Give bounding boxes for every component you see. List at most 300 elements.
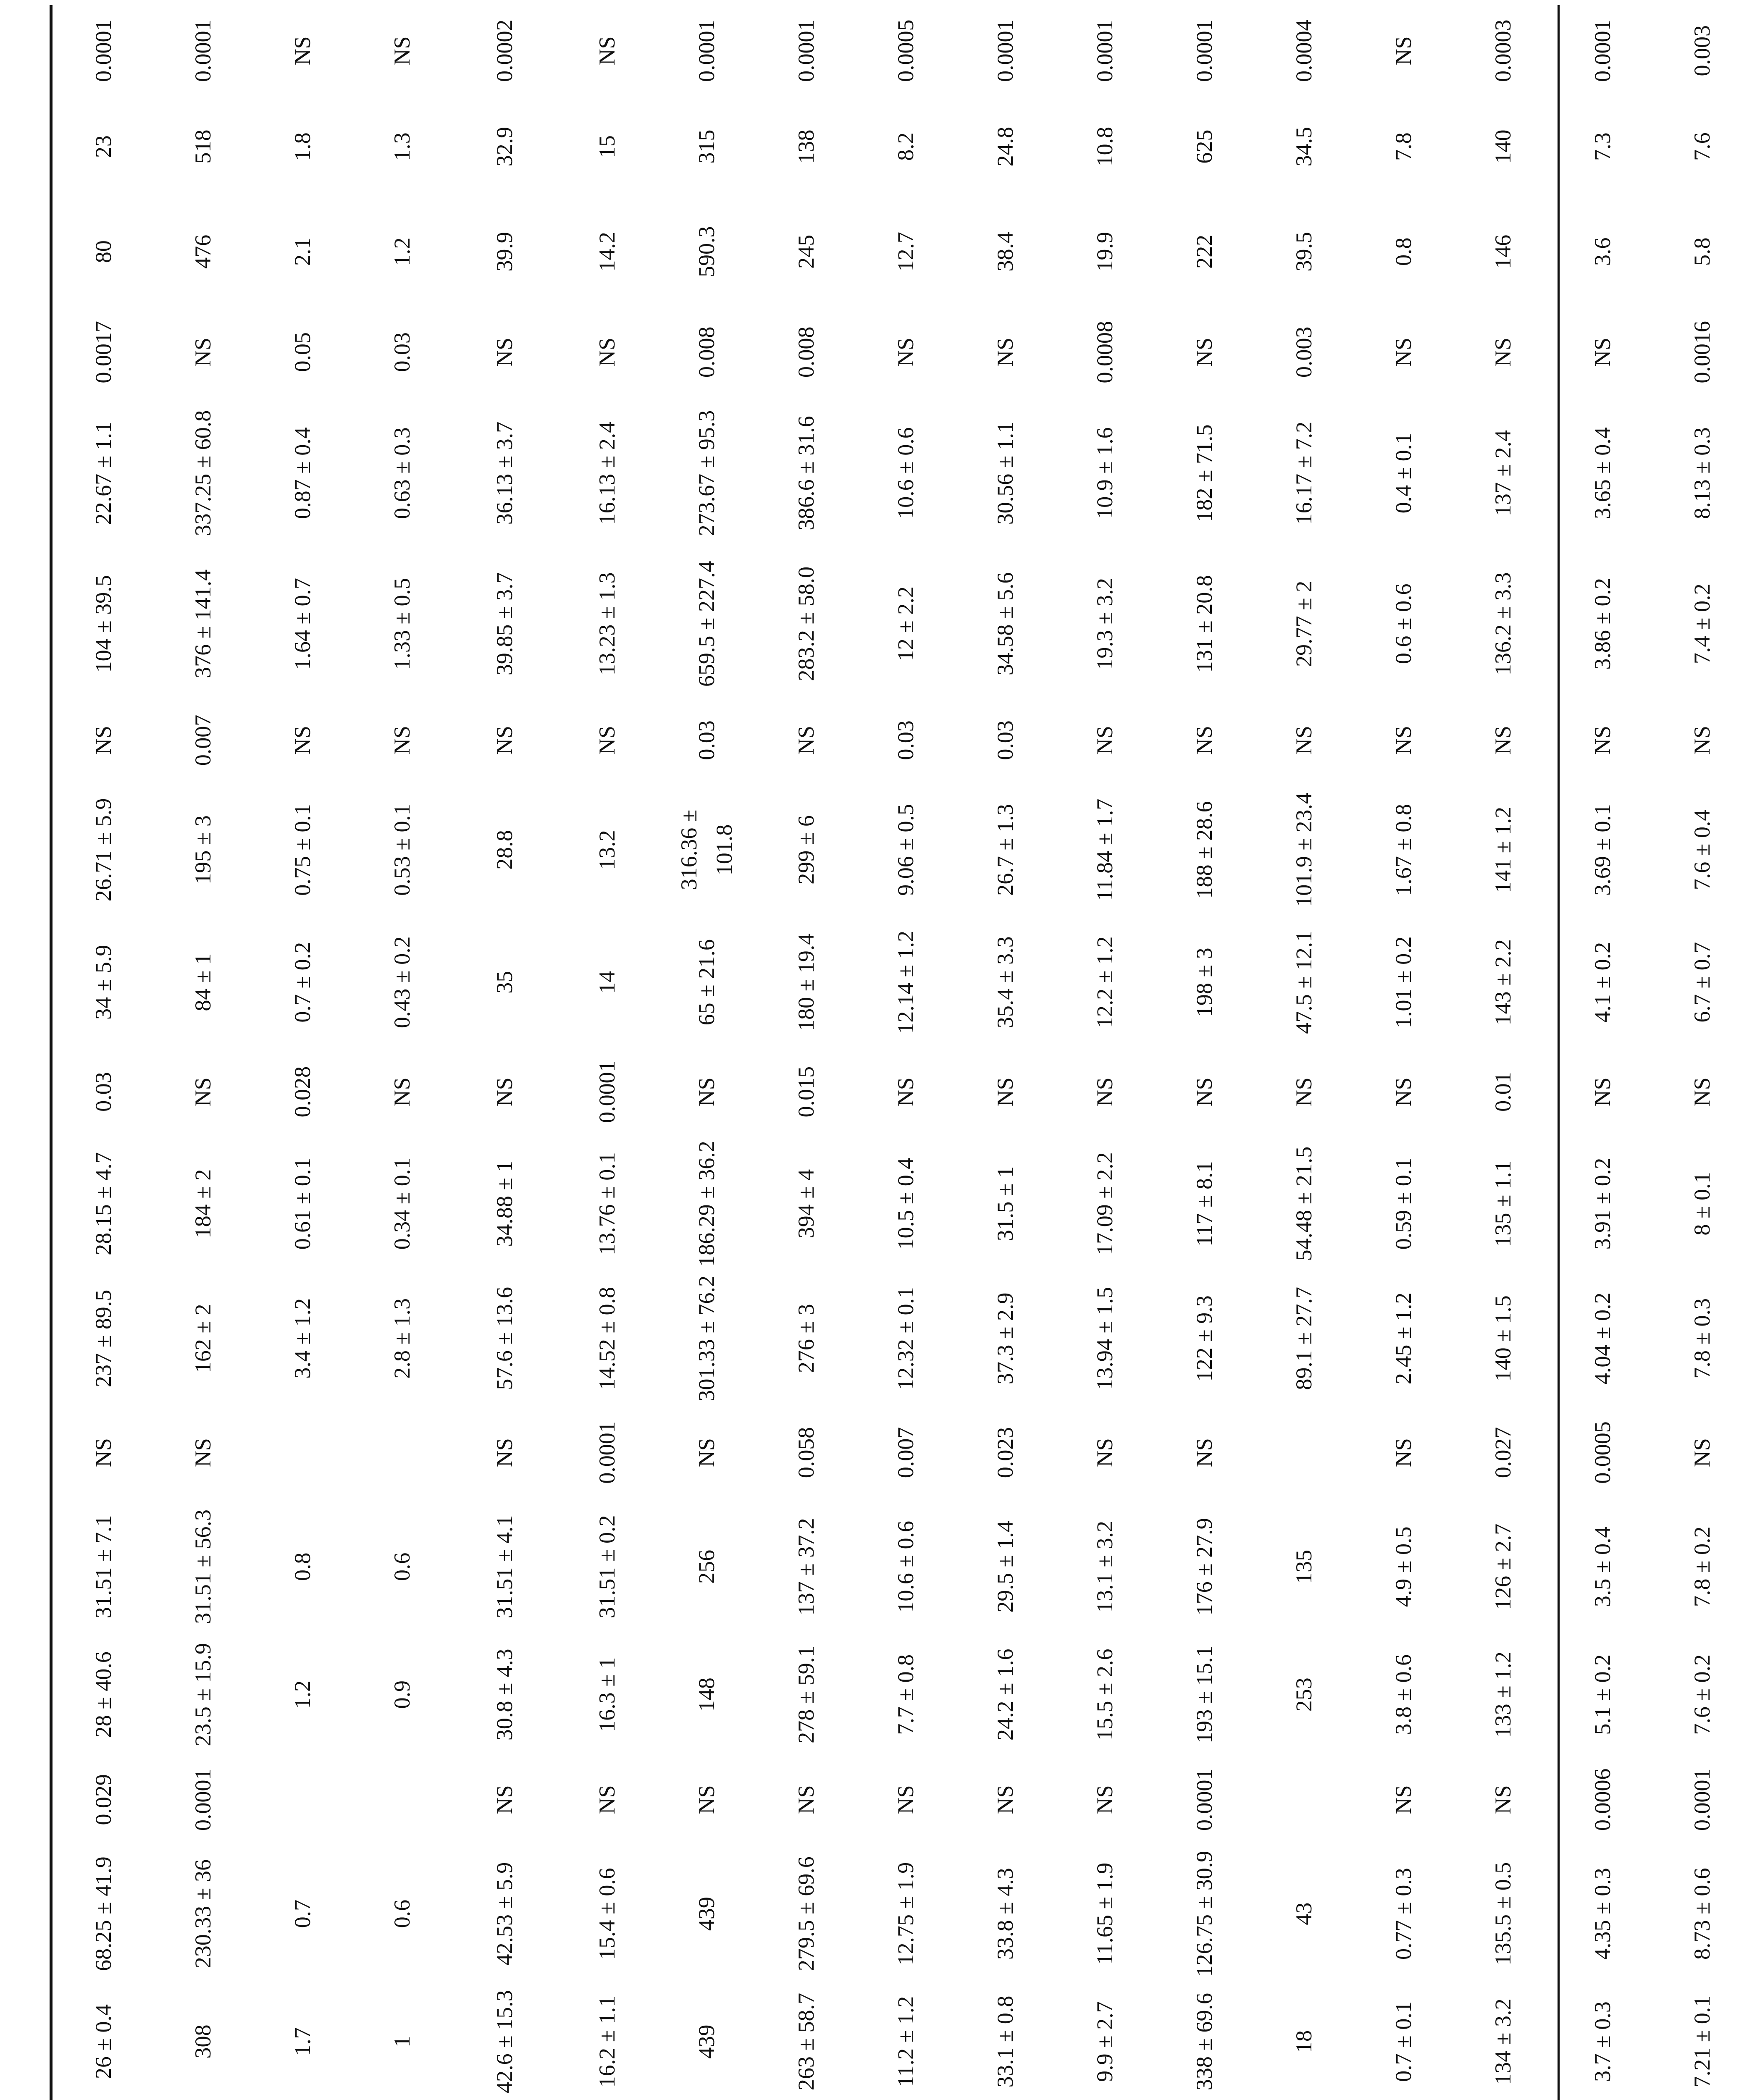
table-cell: 7.7 ± 0.8 xyxy=(893,1654,918,1735)
table-cell: 1 xyxy=(389,2036,415,2048)
table-cell: 11.65 ± 1.9 xyxy=(1092,1862,1117,1965)
table-cell: 28.8 xyxy=(491,830,517,870)
table-cell: 0.0001 xyxy=(1191,19,1217,82)
table-cell: 0.0001 xyxy=(190,1768,215,1831)
table-cell: NS xyxy=(491,337,517,367)
table-cell: 12.32 ± 0.1 xyxy=(893,1286,918,1390)
table-cell: NS xyxy=(1490,1785,1516,1814)
table-cell: 29.77 ± 2 xyxy=(1291,580,1316,667)
table-cell: 0.03 xyxy=(389,332,415,372)
table-cell: 33.1 ± 0.8 xyxy=(992,1995,1018,2088)
table-cell: 0.0005 xyxy=(1589,1421,1615,1484)
table-cell: NS xyxy=(1092,1077,1117,1107)
table-cell: 26.7 ± 1.3 xyxy=(992,804,1018,896)
table-cell: 376 ± 141.4 xyxy=(190,569,215,678)
table-cell: NS xyxy=(190,337,215,367)
table-cell: NS xyxy=(1689,726,1715,755)
table-cell: 2.45 ± 1.2 xyxy=(1390,1292,1416,1385)
table-cell: 140 ± 1.5 xyxy=(1490,1295,1516,1382)
table-cell: 42.53 ± 5.9 xyxy=(491,1862,517,1966)
table-cell: 0.0001 xyxy=(1191,1768,1217,1831)
table-cell: 35.4 ± 3.3 xyxy=(992,936,1018,1029)
table-cell: 10.6 ± 0.6 xyxy=(893,427,918,519)
table-cell: 0.8 xyxy=(289,1552,315,1581)
table-cell: 122 ± 9.3 xyxy=(1191,1295,1217,1382)
table-cell: 16.3 ± 1 xyxy=(594,1657,620,1732)
table-cell: 0.4 ± 0.1 xyxy=(1390,433,1416,514)
table-cell: 101.9 ± 23.4 xyxy=(1291,793,1316,907)
table-cell: 386.6 ± 31.6 xyxy=(793,416,819,530)
table-cell: 18 xyxy=(1291,2030,1316,2053)
table-cell: 0.7 ± 0.1 xyxy=(1390,2001,1416,2082)
table-cell: NS xyxy=(893,1077,918,1107)
table-cell: 28.15 ± 4.7 xyxy=(90,1152,116,1255)
table-cell: 131 ± 20.8 xyxy=(1191,575,1217,673)
table-cell: NS xyxy=(190,1077,215,1107)
table-cell: 338 ± 69.6 xyxy=(1191,1992,1217,2091)
table-cell: 0.03 xyxy=(90,1072,116,1112)
table-cell: 26 ± 0.4 xyxy=(90,2004,116,2079)
table-cell: 237 ± 89.5 xyxy=(90,1289,116,1387)
table-row xyxy=(352,5,452,2100)
table-cell: NS xyxy=(1689,1438,1715,1467)
table-cell: 439 xyxy=(693,2024,719,2059)
table-cell: 195 ± 3 xyxy=(190,815,215,885)
table-cell: 0.027 xyxy=(1490,1427,1516,1478)
table-cell: 4.1 ± 0.2 xyxy=(1589,942,1615,1023)
table-cell: NS xyxy=(190,1438,215,1467)
table-cell: 84 ± 1 xyxy=(190,953,215,1011)
table-cell: 26.71 ± 5.9 xyxy=(90,798,116,902)
table-cell: 1.33 ± 0.5 xyxy=(389,578,415,670)
table-cell: 148 xyxy=(693,1677,719,1712)
table-cell: 0.8 xyxy=(1390,237,1416,266)
table-cell: NS xyxy=(1291,1077,1316,1107)
table-cell: 104 ± 39.5 xyxy=(90,575,116,673)
table-cell: NS xyxy=(1191,1077,1217,1107)
table-cell: 7.6 ± 0.2 xyxy=(1689,1654,1715,1735)
table-cell: 0.058 xyxy=(793,1427,819,1478)
table-cell: 13.2 xyxy=(594,830,620,870)
table-cell: 0.0001 xyxy=(1092,19,1117,82)
table-cell: 0.6 xyxy=(389,1899,415,1928)
table-cell: 245 xyxy=(793,234,819,269)
table-cell: 0.6 xyxy=(389,1552,415,1581)
table-cell: NS xyxy=(389,726,415,755)
table-cell: 273.67 ± 95.3 xyxy=(693,410,719,536)
table-cell: 4.04 ± 0.2 xyxy=(1589,1292,1615,1385)
table-cell: NS xyxy=(1092,726,1117,755)
table-cell: NS xyxy=(1390,36,1416,66)
table-cell: 0.34 ± 0.1 xyxy=(389,1158,415,1250)
table-cell: 0.008 xyxy=(693,326,719,378)
table-cell: 30.56 ± 1.1 xyxy=(992,421,1018,525)
table-cell: 0.0003 xyxy=(1490,19,1516,82)
table-cell: 133 ± 1.2 xyxy=(1490,1651,1516,1738)
table-cell: 138 xyxy=(793,129,819,164)
table-cell: 316.36 ± 101.8 xyxy=(676,809,737,890)
table-row xyxy=(1055,5,1155,2100)
table-cell: 263 ± 58.7 xyxy=(793,1992,819,2091)
table-cell: NS xyxy=(491,1438,517,1467)
table-row xyxy=(1155,5,1254,2100)
table-cell: 11.2 ± 1.2 xyxy=(893,1996,918,2087)
table-cell: 0.0001 xyxy=(793,19,819,82)
table-cell: 126 ± 2.7 xyxy=(1490,1523,1516,1610)
table-cell: 14 xyxy=(594,971,620,994)
table-cell: NS xyxy=(289,726,315,755)
table-cell: 31.51 ± 0.2 xyxy=(594,1515,620,1619)
table-row xyxy=(1553,5,1652,2100)
table-row xyxy=(253,5,352,2100)
table-cell: 14.2 xyxy=(594,231,620,272)
table-cell: 3.86 ± 0.2 xyxy=(1589,578,1615,670)
table-cell: 16.2 ± 1.1 xyxy=(594,1995,620,2088)
table-cell: 0.43 ± 0.2 xyxy=(389,936,415,1029)
table-cell: NS xyxy=(289,36,315,66)
table-cell: 54.48 ± 21.5 xyxy=(1291,1146,1316,1261)
table-cell: 31.51 ± 4.1 xyxy=(491,1515,517,1619)
table-cell: 2.1 xyxy=(289,237,315,266)
table-cell: 34.5 xyxy=(1291,126,1316,167)
table-cell: 0.61 ± 0.1 xyxy=(289,1158,315,1250)
table-cell: 16.17 ± 7.2 xyxy=(1291,421,1316,525)
table-cell: 276 ± 3 xyxy=(793,1304,819,1373)
table-cell: 9.06 ± 0.5 xyxy=(893,804,918,896)
table-cell: 0.0006 xyxy=(1589,1768,1615,1831)
table-cell: 188 ± 28.6 xyxy=(1191,801,1217,899)
table-cell: NS xyxy=(389,1077,415,1107)
table-cell: 394 ± 4 xyxy=(793,1169,819,1239)
table-cell: 0.003 xyxy=(1291,326,1316,378)
table-cell: 180 ± 19.4 xyxy=(793,933,819,1031)
table-cell: 31.51 ± 56.3 xyxy=(190,1509,215,1624)
table-cell: 6.7 ± 0.7 xyxy=(1689,942,1715,1023)
table-cell: 24.8 xyxy=(992,126,1018,167)
table-row xyxy=(1652,5,1752,2100)
table-cell: 23.5 ± 15.9 xyxy=(190,1643,215,1746)
table-cell: 8.73 ± 0.6 xyxy=(1689,1868,1715,1960)
table-cell: 3.65 ± 0.4 xyxy=(1589,427,1615,519)
table-cell: 0.0002 xyxy=(491,19,517,82)
table-cell: 0.03 xyxy=(992,720,1018,760)
table-cell: NS xyxy=(1589,726,1615,755)
table-cell: 0.0001 xyxy=(693,19,719,82)
table-cell: 0.023 xyxy=(992,1427,1018,1478)
table-row xyxy=(1453,5,1553,2100)
table-cell: 7.6 ± 0.4 xyxy=(1689,809,1715,890)
table-cell: 135 xyxy=(1291,1549,1316,1584)
table-cell: 37.3 ± 2.9 xyxy=(992,1292,1018,1385)
table-cell: 117 ± 8.1 xyxy=(1191,1161,1217,1247)
table-cell: 22.67 ± 1.1 xyxy=(90,421,116,525)
table-row xyxy=(657,5,756,2100)
table-cell xyxy=(253,1754,352,1845)
table-cell: 16.13 ± 2.4 xyxy=(594,421,620,525)
table-cell: NS xyxy=(594,1785,620,1814)
table-cell: 19.3 ± 3.2 xyxy=(1092,578,1117,670)
table-cell: 57.6 ± 13.6 xyxy=(491,1286,517,1390)
table-cell: NS xyxy=(1291,726,1316,755)
table-cell: 7.3 xyxy=(1589,132,1615,161)
table-cell: 659.5 ± 227.4 xyxy=(693,561,719,687)
table-row xyxy=(856,5,956,2100)
table-cell: 141 ± 1.2 xyxy=(1490,806,1516,893)
table-cell: 11.84 ± 1.7 xyxy=(1092,798,1117,901)
table-cell: 5.8 xyxy=(1689,237,1715,266)
table-cell: 590.3 xyxy=(693,226,719,277)
table-cell: 15 xyxy=(594,135,620,158)
table-cell: 3.4 ± 1.2 xyxy=(289,1298,315,1379)
table-cell: 0.015 xyxy=(793,1066,819,1118)
table-cell: 23 xyxy=(90,135,116,158)
table-cell: 47.5 ± 12.1 xyxy=(1291,930,1316,1034)
table-cell: 17.09 ± 2.2 xyxy=(1092,1152,1117,1255)
table-cell: 134 ± 3.2 xyxy=(1490,1998,1516,2085)
table-cell: 0.0001 xyxy=(992,19,1018,82)
table-cell: 12.7 xyxy=(893,231,918,272)
table-cell: 32.9 xyxy=(491,126,517,167)
table-cell: 35 xyxy=(491,971,517,994)
table-cell: 0.0005 xyxy=(893,19,918,82)
table-cell: 3.6 xyxy=(1589,237,1615,266)
table-cell: 15.4 ± 0.6 xyxy=(594,1868,620,1960)
table-cell: 625 xyxy=(1191,129,1217,164)
table-cell: 34 ± 5.9 xyxy=(90,945,116,1020)
table-cell: 28 ± 40.6 xyxy=(90,1651,116,1738)
table-cell: 0.0001 xyxy=(90,19,116,82)
table-cell: 9.9 ± 2.7 xyxy=(1092,2001,1117,2082)
table-row xyxy=(956,5,1055,2100)
table-cell: 0.0001 xyxy=(190,19,215,82)
table-cell: 7.6 xyxy=(1689,132,1715,161)
table-cell: NS xyxy=(793,1785,819,1814)
table-cell xyxy=(352,1407,452,1498)
table-cell: 13.94 ± 1.5 xyxy=(1092,1286,1117,1390)
table-cell: 31.51 ± 7.1 xyxy=(90,1515,116,1619)
table-cell: NS xyxy=(992,1785,1018,1814)
table-cell: 7.8 ± 0.2 xyxy=(1689,1526,1715,1607)
table-cell: 143 ± 2.2 xyxy=(1490,939,1516,1026)
table-cell: 33.8 ± 4.3 xyxy=(992,1868,1018,1960)
table-row xyxy=(1354,5,1453,2100)
table-cell: 3.5 ± 0.4 xyxy=(1589,1526,1615,1607)
table-cell: 146 xyxy=(1490,234,1516,269)
table-cell: 0.0008 xyxy=(1092,321,1117,383)
table-cell: 34.88 ± 1 xyxy=(491,1160,517,1247)
table-cell xyxy=(1254,1754,1354,1845)
table-cell: 10.5 ± 0.4 xyxy=(893,1158,918,1250)
table-cell: 256 xyxy=(693,1549,719,1584)
table-cell: 65 ± 21.6 xyxy=(693,939,719,1026)
table-cell: 0.0001 xyxy=(594,1421,620,1484)
table-cell: 439 xyxy=(693,1897,719,1931)
table-cell: 301.33 ± 76.2 xyxy=(693,1275,719,1402)
table-cell: 0.53 ± 0.1 xyxy=(389,804,415,896)
table-cell: 29.5 ± 1.4 xyxy=(992,1521,1018,1613)
table-cell: NS xyxy=(693,1785,719,1814)
table-cell: NS xyxy=(1490,337,1516,367)
table-cell: 0.01 xyxy=(1490,1072,1516,1112)
table-cell: 1.2 xyxy=(389,237,415,266)
table-cell: 137 ± 37.2 xyxy=(793,1518,819,1616)
table-cell: 0.87 ± 0.4 xyxy=(289,427,315,519)
table-cell xyxy=(352,1754,452,1845)
table-cell: 193 ± 15.1 xyxy=(1191,1646,1217,1743)
table-cell: 39.5 xyxy=(1291,231,1316,272)
table-cell: 136.2 ± 3.3 xyxy=(1490,572,1516,676)
table-cell: 135.5 ± 0.5 xyxy=(1490,1862,1516,1966)
table-cell: 12.2 ± 1.2 xyxy=(1092,936,1117,1029)
table-row xyxy=(452,5,557,2100)
table-cell: 43 xyxy=(1291,1902,1316,1925)
table-cell: 1.8 xyxy=(289,132,315,161)
table-cell: NS xyxy=(1390,726,1416,755)
table-cell: 0.028 xyxy=(289,1066,315,1118)
table-cell: 315 xyxy=(693,129,719,164)
table-cell: 476 xyxy=(190,234,215,269)
table-cell: 0.77 ± 0.3 xyxy=(1390,1868,1416,1960)
table-cell: 39.85 ± 3.7 xyxy=(491,572,517,676)
table-cell: NS xyxy=(1689,1077,1715,1107)
table-cell: NS xyxy=(491,1077,517,1107)
table-cell: 0.63 ± 0.3 xyxy=(389,427,415,519)
table-cell: 0.008 xyxy=(793,326,819,378)
table-cell: 15.5 ± 2.6 xyxy=(1092,1648,1117,1741)
table-cell: 337.25 ± 60.8 xyxy=(190,410,215,536)
table-cell: NS xyxy=(992,337,1018,367)
table-cell: 12.75 ± 1.9 xyxy=(893,1862,918,1966)
table-cell: 0.7 xyxy=(289,1899,315,1928)
table-cell: 13.1 ± 3.2 xyxy=(1092,1521,1117,1613)
table-cell: 1.67 ± 0.8 xyxy=(1390,804,1416,896)
table-cell: 0.7 ± 0.2 xyxy=(289,942,315,1023)
table-cell: NS xyxy=(893,337,918,367)
table-cell: 135 ± 1.1 xyxy=(1490,1160,1516,1247)
table-cell: NS xyxy=(1490,726,1516,755)
table-cell: 184 ± 2 xyxy=(190,1169,215,1239)
table-cell: NS xyxy=(893,1785,918,1814)
table-cell: 4.35 ± 0.3 xyxy=(1589,1868,1615,1960)
table-cell: 198 ± 3 xyxy=(1191,948,1217,1017)
table-cell: 518 xyxy=(190,129,215,164)
table-cell: NS xyxy=(389,36,415,66)
table-cell: NS xyxy=(793,726,819,755)
table-cell: NS xyxy=(594,337,620,367)
table-cell: 4.9 ± 0.5 xyxy=(1390,1526,1416,1607)
table-cell: NS xyxy=(90,1438,116,1467)
table-cell: 12 ± 2.2 xyxy=(893,586,918,662)
table-cell: 279.5 ± 69.6 xyxy=(793,1856,819,1971)
table-cell: 12.14 ± 1.2 xyxy=(893,930,918,1034)
table-cell: 1.01 ± 0.2 xyxy=(1390,936,1416,1029)
table-cell: 3.91 ± 0.2 xyxy=(1589,1158,1615,1250)
table-cell: NS xyxy=(594,36,620,66)
table-cell: 0.6 ± 0.6 xyxy=(1390,583,1416,664)
table-cell: NS xyxy=(1191,337,1217,367)
table-cell: 31.5 ± 1 xyxy=(992,1166,1018,1242)
table-cell: 8 ± 0.1 xyxy=(1689,1172,1715,1236)
table-cell: NS xyxy=(594,726,620,755)
table-cell: NS xyxy=(1589,1077,1615,1107)
table-cell: 0.0001 xyxy=(594,1060,620,1123)
table-cell: 3.8 ± 0.6 xyxy=(1390,1654,1416,1735)
table-cell xyxy=(1254,1407,1354,1498)
table-cell: 0.0016 xyxy=(1689,321,1715,383)
table-row xyxy=(756,5,856,2100)
table-cell: NS xyxy=(491,1785,517,1814)
table-cell: 38.4 xyxy=(992,231,1018,272)
table-cell: NS xyxy=(491,726,517,755)
table-cell: NS xyxy=(1390,1077,1416,1107)
table-cell: 7.8 xyxy=(1390,132,1416,161)
table-cell: NS xyxy=(1390,1785,1416,1814)
table-cell: 30.8 ± 4.3 xyxy=(491,1648,517,1741)
table-cell: 1.3 xyxy=(389,132,415,161)
bottom-rule xyxy=(1558,5,1560,2100)
table-row xyxy=(54,5,153,2100)
table-cell: 162 ± 2 xyxy=(190,1304,215,1373)
table-cell: 5.1 ± 0.2 xyxy=(1589,1654,1615,1735)
table-cell: 140 xyxy=(1490,129,1516,164)
table-cell: NS xyxy=(693,1438,719,1467)
table-cell: 0.007 xyxy=(893,1427,918,1478)
table-cell: 0.029 xyxy=(90,1774,116,1825)
table-cell: 14.52 ± 0.8 xyxy=(594,1286,620,1390)
table-cell: NS xyxy=(693,1077,719,1107)
table-cell: 36.13 ± 3.7 xyxy=(491,421,517,525)
table-cell: NS xyxy=(1092,1438,1117,1467)
table-cell: NS xyxy=(1589,337,1615,367)
table-cell: 10.9 ± 1.6 xyxy=(1092,427,1117,519)
table-cell: 0.0004 xyxy=(1291,19,1316,82)
table-cell: 0.9 xyxy=(389,1680,415,1709)
table-cell: 182 ± 71.5 xyxy=(1191,424,1217,522)
table-cell: 176 ± 27.9 xyxy=(1191,1518,1217,1616)
table-cell: 0.0001 xyxy=(1589,19,1615,82)
table-cell: 308 xyxy=(190,2024,215,2059)
table-cell: NS xyxy=(1390,1438,1416,1467)
table-cell: 0.05 xyxy=(289,332,315,372)
table-cell: NS xyxy=(992,1077,1018,1107)
table-cell: 7.21 ± 0.1 xyxy=(1689,1995,1715,2088)
table-cell: 2.8 ± 1.3 xyxy=(389,1298,415,1379)
table-cell: 126.75 ± 30.9 xyxy=(1191,1851,1217,1977)
table-cell: 24.2 ± 1.6 xyxy=(992,1648,1018,1741)
table-cell: 7.4 ± 0.2 xyxy=(1689,583,1715,664)
table-cell: 137 ± 2.4 xyxy=(1490,430,1516,517)
table-cell: 0.0001 xyxy=(1689,1768,1715,1831)
table-cell xyxy=(253,1407,352,1498)
table-cell: 0.59 ± 0.1 xyxy=(1390,1158,1416,1250)
table-cell: 3.7 ± 0.3 xyxy=(1589,2001,1615,2082)
table-cell: 7.8 ± 0.3 xyxy=(1689,1298,1715,1379)
table-cell: 186.29 ± 36.2 xyxy=(693,1141,719,1267)
table-cell: 8.2 xyxy=(893,132,918,161)
table-cell: NS xyxy=(1191,726,1217,755)
table-cell: 0.003 xyxy=(1689,25,1715,76)
table-cell: 1.2 xyxy=(289,1680,315,1709)
table-cell: 278 ± 59.1 xyxy=(793,1646,819,1743)
table-cell: 3.69 ± 0.1 xyxy=(1589,804,1615,896)
table-cell: 253 xyxy=(1291,1677,1316,1712)
table-cell: 283.2 ± 58.0 xyxy=(793,566,819,681)
table-cell: 10.6 ± 0.6 xyxy=(893,1521,918,1613)
table-cell: 0.03 xyxy=(693,720,719,760)
table-cell: 19.9 xyxy=(1092,231,1117,272)
table-cell: 13.76 ± 0.1 xyxy=(594,1152,620,1255)
table-cell: NS xyxy=(1092,1785,1117,1814)
